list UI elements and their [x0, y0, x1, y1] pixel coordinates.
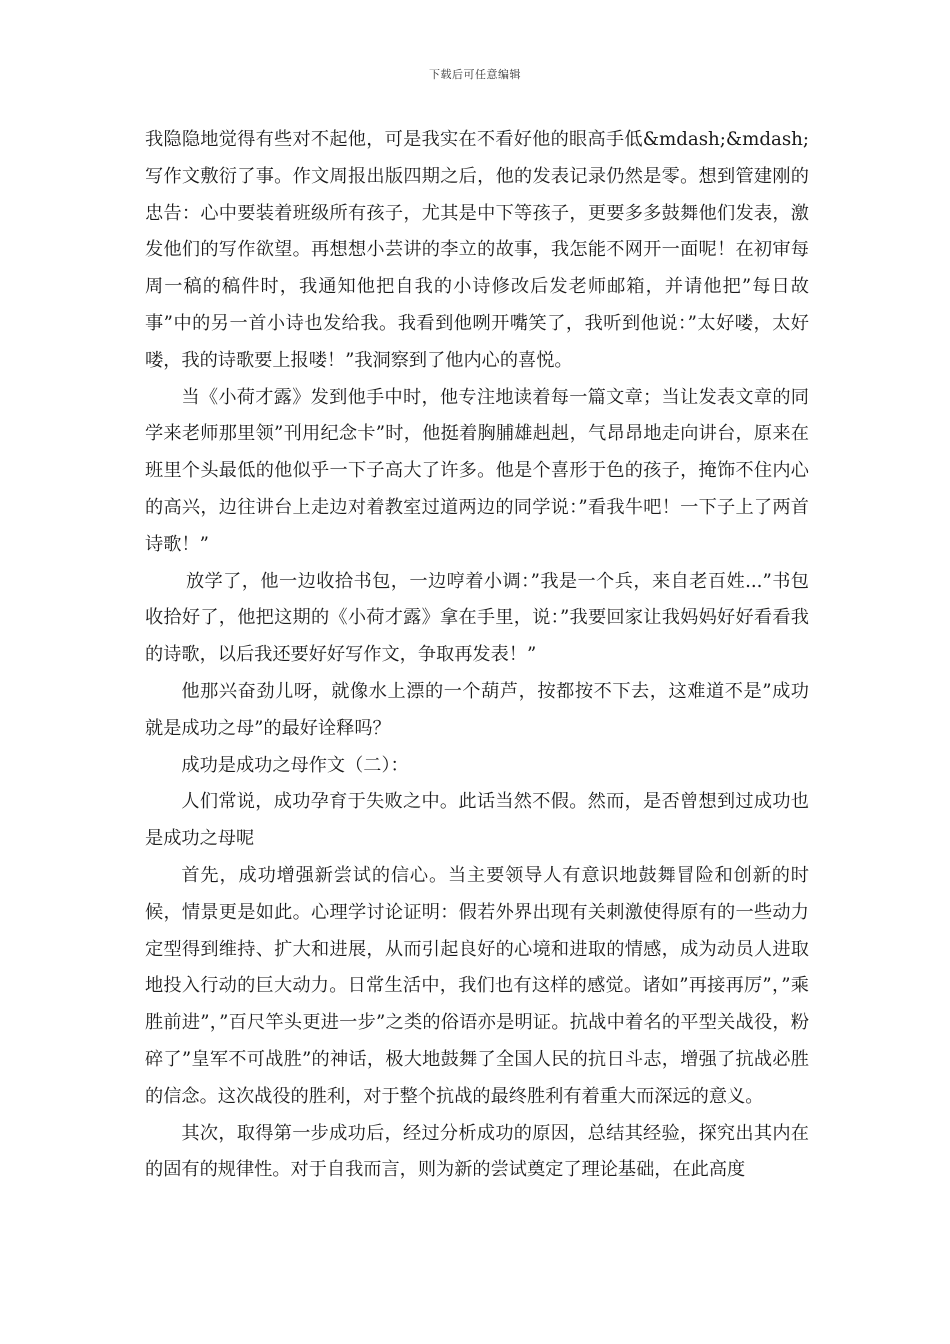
paragraph: 首先，成功增强新尝试的信心。当主要领导人有意识地鼓舞冒险和创新的时候，情景更是如此。心理学讨论证明：假若外界出现有关刺激使得原有的一些动力定型得到维持、扩大和进展，从而引起良好的心境和进取的情感，成为动员人进取地投入行动的巨大动力。日常生活中，我们也有这样的感觉。诸如”再接再厉”，”乘胜前进”，”百尺竿头更进一步”之类的俗语亦是明证。抗战中着名的平型关战役，粉碎了”皇军不可战胜”的神话，极大地鼓舞了全国人民的抗日斗志，增强了抗战必胜的信念。这次战役的胜利，对于整个抗战的最终胜利有着重大而深远的意义。 — [145, 864, 809, 1107]
section-heading: 成功是成功之母作文（二）： — [181, 754, 409, 776]
page-header: 下载后可任意编辑 — [429, 68, 521, 81]
paragraph: 当《小荷才露》发到他手中时，他专注地读着每一篇文章；当让发表文章的同学来老师那里领”刊用纪念卡”时，他挺着胸脯雄赳赳，气昂昂地走向讲台，原来在班里个头最低的他似乎一下子高大了许多。他是个喜形于色的孩子，掩饰不住内心的高兴，边往讲台上走边对着教室过道两边的同学说：”看我牛吧！一下子上了两首诗歌！” — [145, 386, 809, 555]
paragraph: 我隐隐地觉得有些对不起他，可是我实在不看好他的眼高手低&mdash;&mdash;写作文敷衍了事。作文周报出版四期之后，他的发表记录仍然是零。想到管建刚的忠告：心中要装着班级所有孩子，尤其是中下等孩子，更要多多鼓舞他们发表，激发他们的写作欲望。再想想小芸讲的李立的故事，我怎能不网开一面呢！在初审每周一稿的稿件时，我通知他把自我的小诗修改后发老师邮箱，并请他把”每日故事”中的另一首小诗也发给我。我看到他咧开嘴笑了，我听到他说：”太好喽，太好喽，我的诗歌要上报喽！”我洞察到了他内心的喜悦。 — [145, 129, 809, 371]
document-body — [145, 122, 809, 1189]
paragraph: 他那兴奋劲儿呀，就像水上漂的一个葫芦，按都按不下去，这难道不是”成功就是成功之母”的最好诠释吗？ — [145, 680, 809, 739]
paragraph: 放学了，他一边收拾书包，一边哼着小调：”我是一个兵，来自老百姓...”书包收拾好了，他把这期的《小荷才露》拿在手里，说：”我要回家让我妈妈好好看看我的诗歌，以后我还要好好写作文，争取再发表！” — [145, 570, 809, 666]
paragraph: 人们常说，成功孕育于失败之中。此话当然不假。然而，是否曾想到过成功也是成功之母呢 — [145, 791, 809, 850]
paragraph: 其次，取得第一步成功后，经过分析成功的原因，总结其经验，探究出其内在的固有的规律性。对于自我而言，则为新的尝试奠定了理论基础，在此高度 — [145, 1122, 809, 1181]
